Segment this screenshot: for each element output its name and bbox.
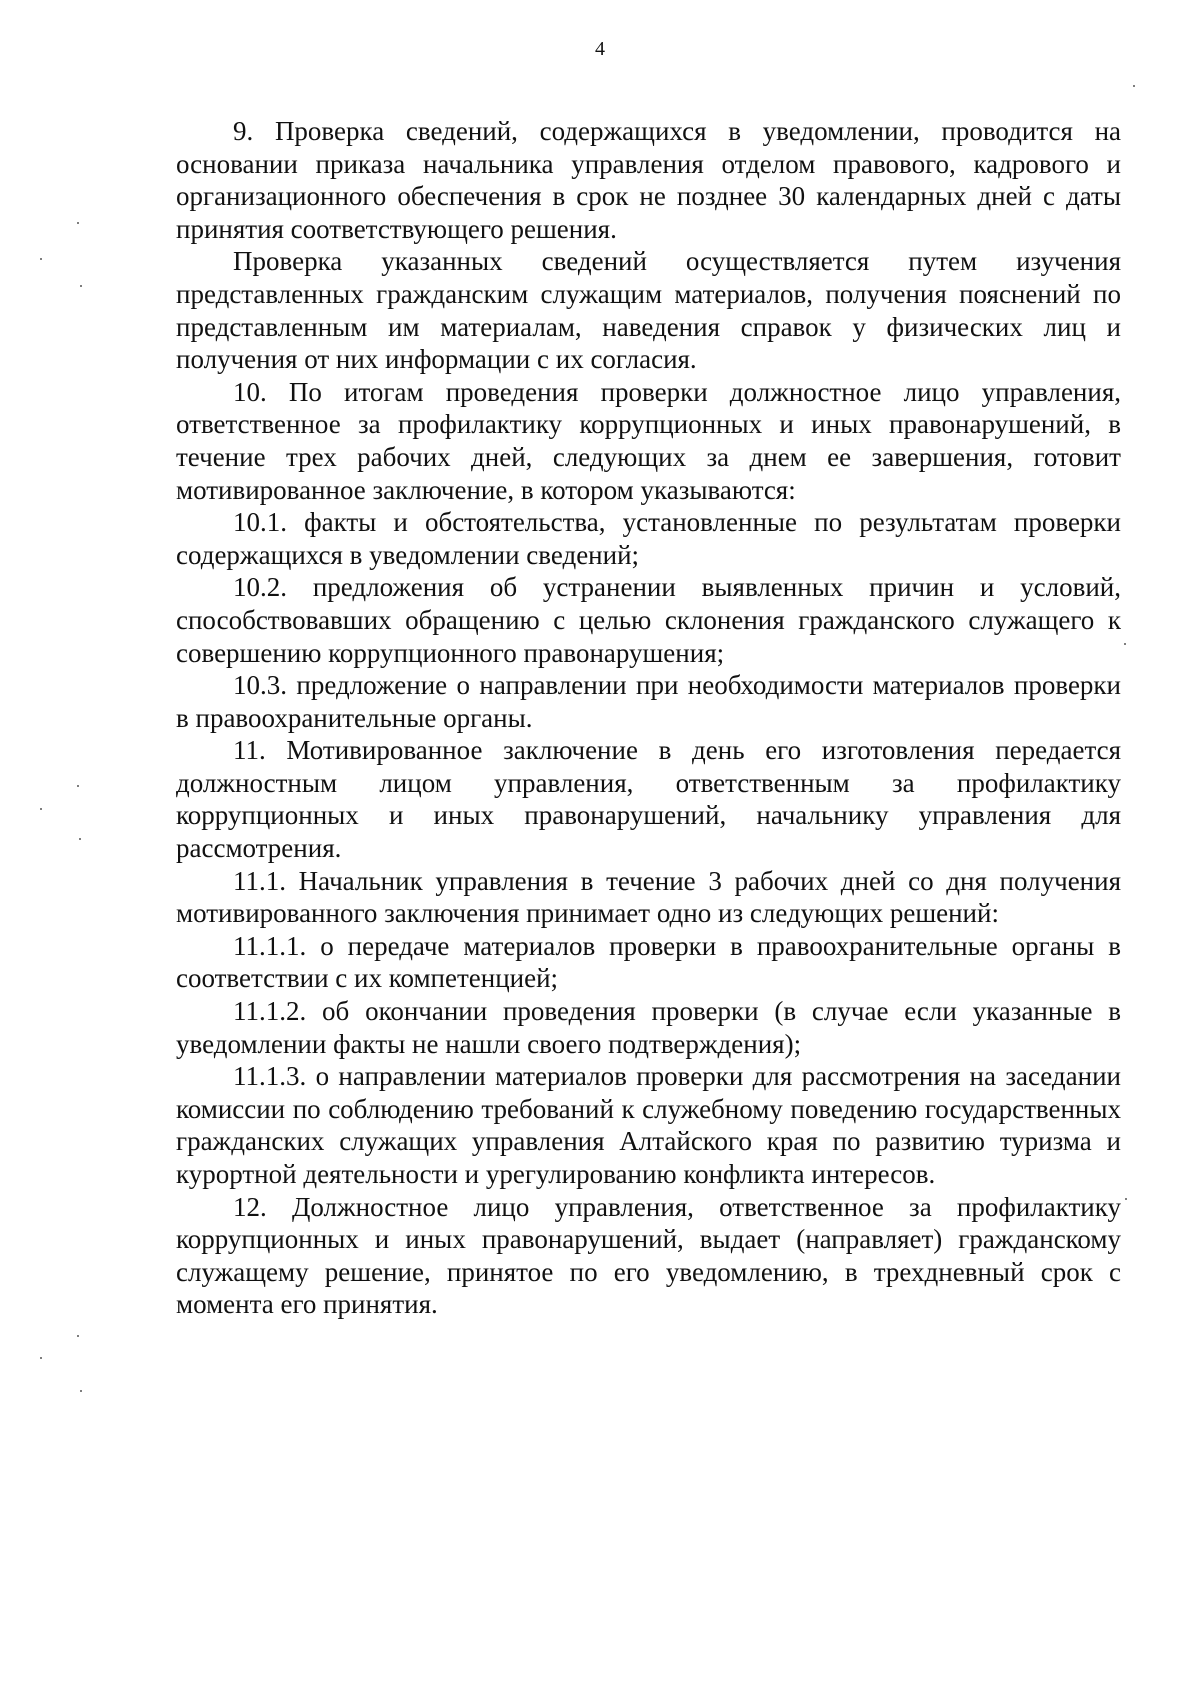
- scan-speck: [40, 258, 42, 260]
- scan-speck: [1125, 1198, 1127, 1200]
- document-body: [176, 115, 1121, 1321]
- page-number: 4: [595, 38, 605, 60]
- scan-speck: [80, 285, 82, 287]
- paragraph-11-1-2: 11.1.2. об окончании проведения проверки (в случае если указанные в уведомлении факты не нашли своего подтверждения);: [176, 996, 1121, 1059]
- scan-speck: [79, 838, 81, 840]
- paragraph-9: 9. Проверка сведений, содержащихся в уведомлении, проводится на основании приказа начальника управления отделом правового, кадрового и организационного обеспечения в срок не позднее 30 календарных дней с даты принятия соответствующего решения.: [176, 116, 1121, 244]
- scan-speck: [77, 1335, 79, 1337]
- paragraph-11-1: 11.1. Начальник управления в течение 3 рабочих дней со дня получения мотивированного заключения принимает одно из следующих решений:: [176, 865, 1121, 929]
- scan-speck: [80, 1390, 82, 1392]
- paragraph-10: 10. По итогам проведения проверки должностное лицо управления, ответственное за профилактику коррупционных и иных правонарушений, в течение трех рабочих дней, следующих за днем ее завершения, готовит мотивированное заключение, в котором указываются:: [176, 376, 1121, 505]
- paragraph-10-1: 10.1. факты и обстоятельства, установленные по результатам проверки содержащихся в уведомлении сведений;: [176, 507, 1121, 570]
- paragraph-10-2: 10.2. предложения об устранении выявленных причин и условий, способствовавших обращению с целью склонения гражданского служащего к совершению коррупционного правонарушения;: [176, 572, 1121, 668]
- scan-speck: [1124, 643, 1126, 645]
- paragraph-9-check: Проверка указанных сведений осуществляется путем изучения представленных гражданским служащим материалов, получения пояснений по представленным им материалам, наведения справок у физических лиц и получения от них информации с их согласия.: [176, 246, 1121, 375]
- scan-speck: [77, 222, 79, 224]
- scan-speck: [40, 808, 42, 810]
- paragraph-12: 12. Должностное лицо управления, ответственное за профилактику коррупционных и иных правонарушений, выдает (направляет) гражданскому служащему решение, принятое по его уведомлению, в трехдневный срок с момента его принятия.: [176, 1191, 1121, 1320]
- paragraph-11-1-3: 11.1.3. о направлении материалов проверки для рассмотрения на заседании комиссии по соблюдению требований к служебному поведению государственных гражданских служащих управления Алтайского края по развитию туризма и курортной деятельности и урегулированию конфликта интересов.: [176, 1061, 1121, 1189]
- paragraph-11: 11. Мотивированное заключение в день его изготовления передается должностным лицом управления, ответственным за профилактику коррупционных и иных правонарушений, начальнику управления для рассмотрения.: [176, 735, 1121, 864]
- paragraph-11-1-1: 11.1.1. о передаче материалов проверки в правоохранительные органы в соответствии с их компетенцией;: [176, 930, 1121, 994]
- scan-speck: [77, 785, 79, 787]
- scan-speck: [1133, 85, 1135, 87]
- paragraph-10-3: 10.3. предложение о направлении при необходимости материалов проверки в правоохранительные органы.: [176, 670, 1121, 733]
- scan-speck: [40, 1357, 42, 1359]
